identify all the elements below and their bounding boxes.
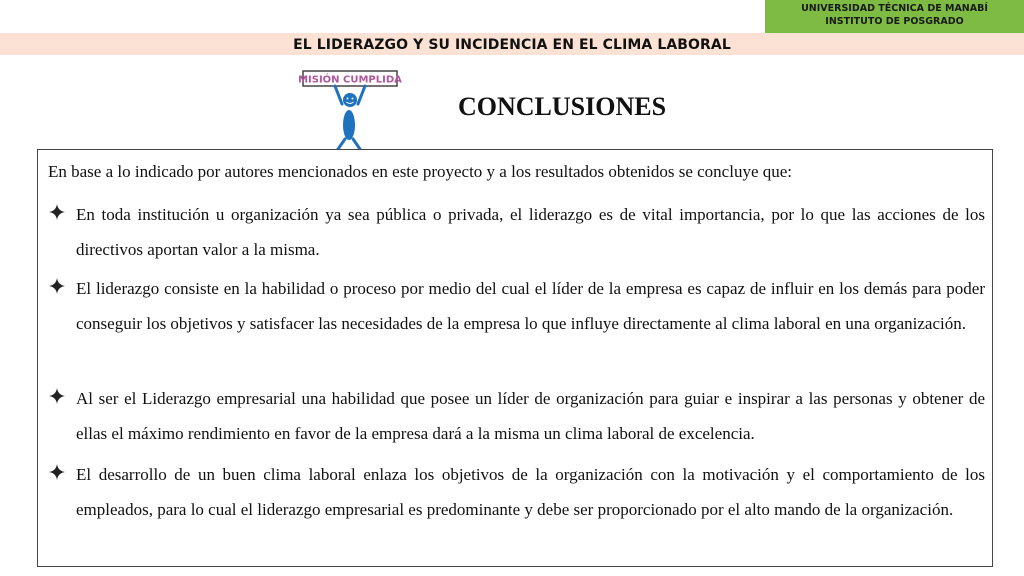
list-item [48, 458, 985, 527]
diamond-bullet-icon [48, 277, 66, 295]
stick-figure-holding-sign-icon [298, 68, 402, 154]
institute-name: INSTITUTO DE POSGRADO [825, 16, 964, 27]
conclusions-box [37, 149, 993, 567]
university-badge [765, 0, 1024, 33]
list-item [48, 198, 985, 267]
bullet-text: Al ser el Liderazgo empresarial una habilidad que posee un líder de organización para guiar e inspirar a las personas y obtener de ellas el máximo rendimiento en favor de la empresa dará a la misma un clima laboral de excelencia. [76, 389, 985, 443]
sign-text: MISIÓN CUMPLIDA [298, 74, 402, 86]
diamond-bullet-icon [48, 387, 66, 405]
right-arm [358, 86, 365, 104]
bullet-text: El desarrollo de un buen clima laboral enlaza los objetivos de la organización con la motivación y el comportamiento de los empleados, para lo cual el liderazgo empresarial es predominante y debe ser proporcionado por el alto mando de la organización. [76, 465, 985, 519]
bullet-text: El liderazgo consiste en la habilidad o proceso por medio del cual el líder de la empresa es capaz de influir en los demás para poder conseguir los objetivos y satisfacer las necesidades de la empresa lo que influye directamente al clima laboral en una organización. [76, 279, 985, 333]
intro-text: En base a lo indicado por autores mencionados en este proyecto y a los resultados obtenidos se concluye que: [48, 162, 793, 181]
figure-head [343, 93, 357, 107]
section-heading: CONCLUSIONES [458, 92, 667, 121]
diamond-bullet-icon [48, 463, 66, 481]
diamond-bullet-icon [48, 203, 66, 221]
list-item [48, 272, 985, 341]
bullet-text: En toda institución u organización ya sea pública o privada, el liderazgo es de vital importancia, por lo que las acciones de los directivos aportan valor a la misma. [76, 205, 985, 259]
slide-title: EL LIDERAZGO Y SU INCIDENCIA EN EL CLIMA LABORAL [293, 37, 731, 53]
mission-accomplished-figure [298, 68, 402, 154]
list-item [48, 382, 985, 451]
university-name: UNIVERSIDAD TÉCNICA DE MANABÍ [801, 3, 988, 14]
left-arm [335, 86, 342, 104]
figure-body [343, 110, 355, 140]
